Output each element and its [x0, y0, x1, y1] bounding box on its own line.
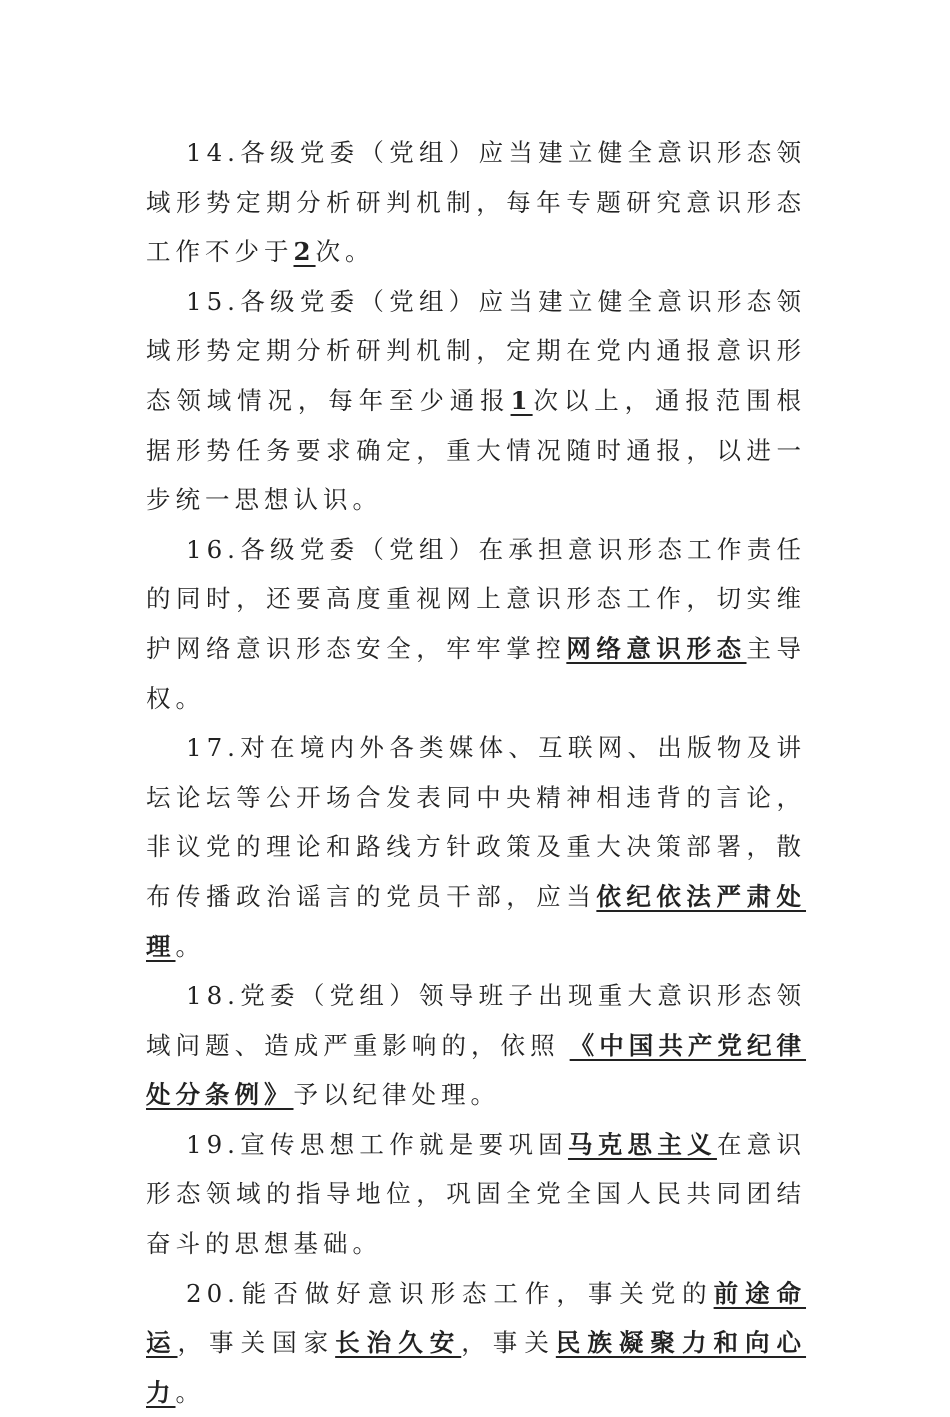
question-19 — [146, 1120, 806, 1269]
question-17 — [146, 723, 806, 971]
question-18 — [146, 971, 806, 1120]
q18-text-b: 予以纪律处理。 — [293, 1080, 500, 1110]
q19-text-a: 19.宣传思想工作就是要巩固 — [186, 1129, 568, 1159]
q17-answer: 依纪依法严肃处理 — [146, 881, 807, 961]
q20-answer-2: 长治久安 — [335, 1328, 462, 1358]
q20-answer-3: 民族凝聚力和向心力 — [146, 1328, 807, 1407]
q20-text-a: 20.能否做好意识形态工作，事关党的 — [186, 1278, 714, 1308]
question-16 — [146, 525, 806, 723]
q20-text-d: 。 — [175, 1377, 205, 1407]
q17-text-a: 17.对在境内外各类媒体、互联网、出版物及讲坛论坛等公开场合发表同中央精神相违背的言论，非议党的理论和路线方针政策及重大决策部署，散布传播政治谣言的党员干部，应当 — [146, 733, 806, 911]
question-15 — [146, 277, 806, 525]
q20-text-c: ，事关 — [461, 1328, 556, 1358]
question-20 — [146, 1269, 806, 1417]
q16-text-a: 16.各级党委（党组）在承担意识形态工作责任的同时，还要高度重视网上意识形态工作，切实维护网络意识形态安全，牢牢掌控 — [146, 534, 806, 663]
q18-text-a: 18.党委（党组）领导班子出现重大意识形态领域问题、造成严重影响的，依照 — [146, 981, 806, 1060]
q19-text-b: 在意识形态领域的指导地位，巩固全党全国人民共同团结奋斗的思想基础。 — [146, 1129, 807, 1259]
q15-text-a: 15.各级党委（党组）应当建立健全意识形态领域形势定期分析研判机制，定期在党内通报意识形态领域情况，每年至少通报 — [146, 286, 806, 415]
q19-answer: 马克思主义 — [567, 1129, 717, 1159]
q14-text-b: 次。 — [315, 237, 375, 267]
q15-answer: 1 — [510, 385, 533, 415]
q20-text-b: ，事关国家 — [177, 1328, 336, 1358]
q14-answer: 2 — [293, 237, 316, 267]
q15-text-b: 次以上，通报范围根据形势任务要求确定，重大情况随时通报，以进一步统一思想认识。 — [146, 385, 807, 515]
q16-answer: 网络意识形态 — [566, 633, 747, 663]
document-body — [146, 128, 806, 1417]
q16-text-b: 主导权。 — [146, 633, 807, 713]
q17-text-b: 。 — [175, 931, 205, 961]
q14-text-a: 14.各级党委（党组）应当建立健全意识形态领域形势定期分析研判机制，每年专题研究意识形态工作不少于 — [146, 138, 806, 267]
q18-answer: 《中国共产党纪律处分条例》 — [146, 1030, 807, 1110]
question-14 — [146, 128, 806, 277]
q20-answer-1: 前途命运 — [146, 1278, 807, 1358]
